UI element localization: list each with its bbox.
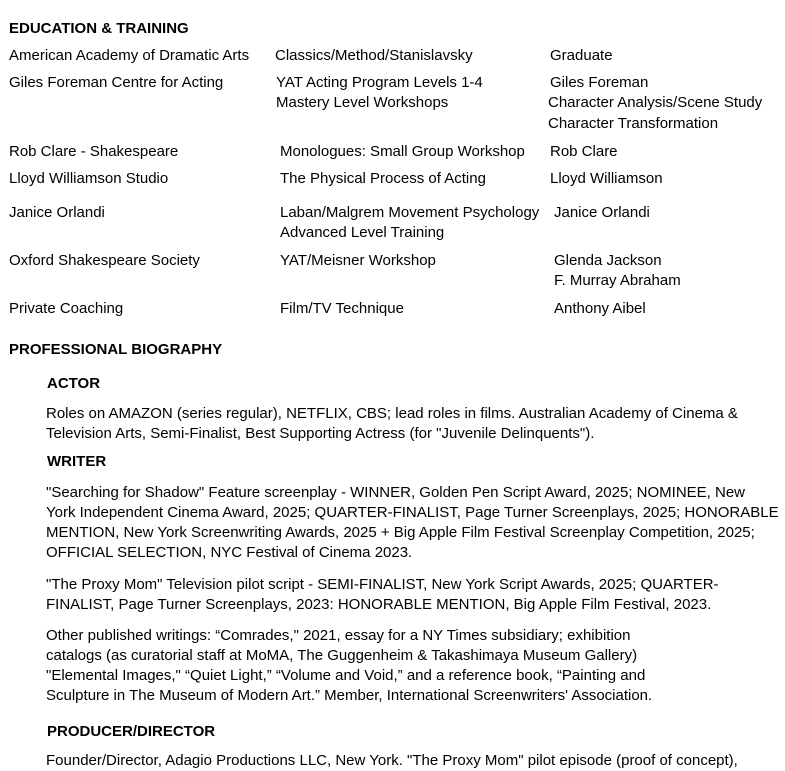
education-teacher: F. Murray Abraham <box>554 272 681 289</box>
paragraph-line: catalogs (as curatorial staff at MoMA, The Guggenheim & Takashimaya Museum Gallery) <box>46 647 638 664</box>
education-school: Lloyd Williamson Studio <box>9 170 169 187</box>
education-teacher: Character Analysis/Scene Study <box>548 94 763 111</box>
paragraph-line: FINALIST, Page Turner Screenplays, 2023: HONORABLE MENTION, Big Apple Film Festival, 2023. <box>46 596 712 613</box>
education-teacher: Glenda Jackson <box>554 252 662 269</box>
education-school: Private Coaching <box>9 300 124 317</box>
education-heading: EDUCATION & TRAINING <box>9 20 189 37</box>
paragraph-line: Sculpture in The Museum of Modern Art.” Member, International Screenwriters' Association. <box>46 687 653 704</box>
paragraph-line: "The Proxy Mom" Television pilot script - SEMI-FINALIST, New York Script Awards, 2025; QUARTER- <box>46 576 719 593</box>
paragraph-line: OFFICIAL SELECTION, NYC Festival of Cinema 2023. <box>46 544 413 561</box>
actor-heading: ACTOR <box>47 375 101 392</box>
education-teacher: Giles Foreman <box>550 74 649 91</box>
paragraph-line: MENTION, New York Screenwriting Awards, 2025 + Big Apple Film Festival Screenplay Competition, 2025; <box>46 524 755 541</box>
education-school: American Academy of Dramatic Arts <box>9 47 250 64</box>
education-school: Oxford Shakespeare Society <box>9 252 200 269</box>
producer-paragraph <box>46 751 776 771</box>
paragraph-line: "Searching for Shadow" Feature screenplay - WINNER, Golden Pen Script Award, 2025; NOMINEE, New <box>46 484 746 501</box>
actor-paragraph <box>46 404 776 444</box>
education-teacher: Janice Orlandi <box>554 204 650 221</box>
biography-heading: PROFESSIONAL BIOGRAPHY <box>9 341 223 358</box>
education-teacher: Graduate <box>550 47 613 64</box>
education-program: YAT/Meisner Workshop <box>280 252 436 269</box>
education-teacher: Anthony Aibel <box>554 300 646 317</box>
education-school: Janice Orlandi <box>9 204 105 221</box>
paragraph-line: Television Arts, Semi-Finalist, Best Supporting Actress (for "Juvenile Delinquents"). <box>46 425 595 442</box>
writer-heading: WRITER <box>47 453 107 470</box>
education-school: Rob Clare - Shakespeare <box>9 143 179 160</box>
paragraph-line: Founder/Director, Adagio Productions LLC, New York. "The Proxy Mom" pilot episode (proof of concept), <box>46 752 738 769</box>
paragraph-line: "Elemental Images," “Quiet Light,” “Volume and Void,” and a reference book, “Painting and <box>46 667 646 684</box>
producer-heading: PRODUCER/DIRECTOR <box>47 723 216 740</box>
paragraph-line: Roles on AMAZON (series regular), NETFLIX, CBS; lead roles in films. Australian Academy of Cinema & <box>46 405 738 422</box>
writer-paragraph <box>46 575 776 615</box>
education-program: Advanced Level Training <box>280 224 445 241</box>
paragraph-line: Other published writings: “Comrades," 2021, essay for a NY Times subsidiary; exhibition <box>46 627 631 644</box>
education-teacher: Rob Clare <box>550 143 618 160</box>
education-program: The Physical Process of Acting <box>280 170 486 187</box>
education-program: Classics/Method/Stanislavsky <box>275 47 473 64</box>
education-program: Monologues: Small Group Workshop <box>280 143 525 160</box>
education-program: Laban/Malgrem Movement Psychology <box>280 204 540 221</box>
education-teacher: Character Transformation <box>548 115 719 132</box>
writer-paragraph <box>46 483 779 563</box>
paragraph-line: York Independent Cinema Award, 2025; QUARTER-FINALIST, Page Turner Screenplays, 2025; HONORABLE <box>46 504 779 521</box>
education-teacher: Lloyd Williamson <box>550 170 663 187</box>
education-program: Film/TV Technique <box>280 300 404 317</box>
writer-paragraph <box>46 626 776 706</box>
education-program: Mastery Level Workshops <box>276 94 449 111</box>
education-program: YAT Acting Program Levels 1-4 <box>276 74 483 91</box>
education-school: Giles Foreman Centre for Acting <box>9 74 224 91</box>
